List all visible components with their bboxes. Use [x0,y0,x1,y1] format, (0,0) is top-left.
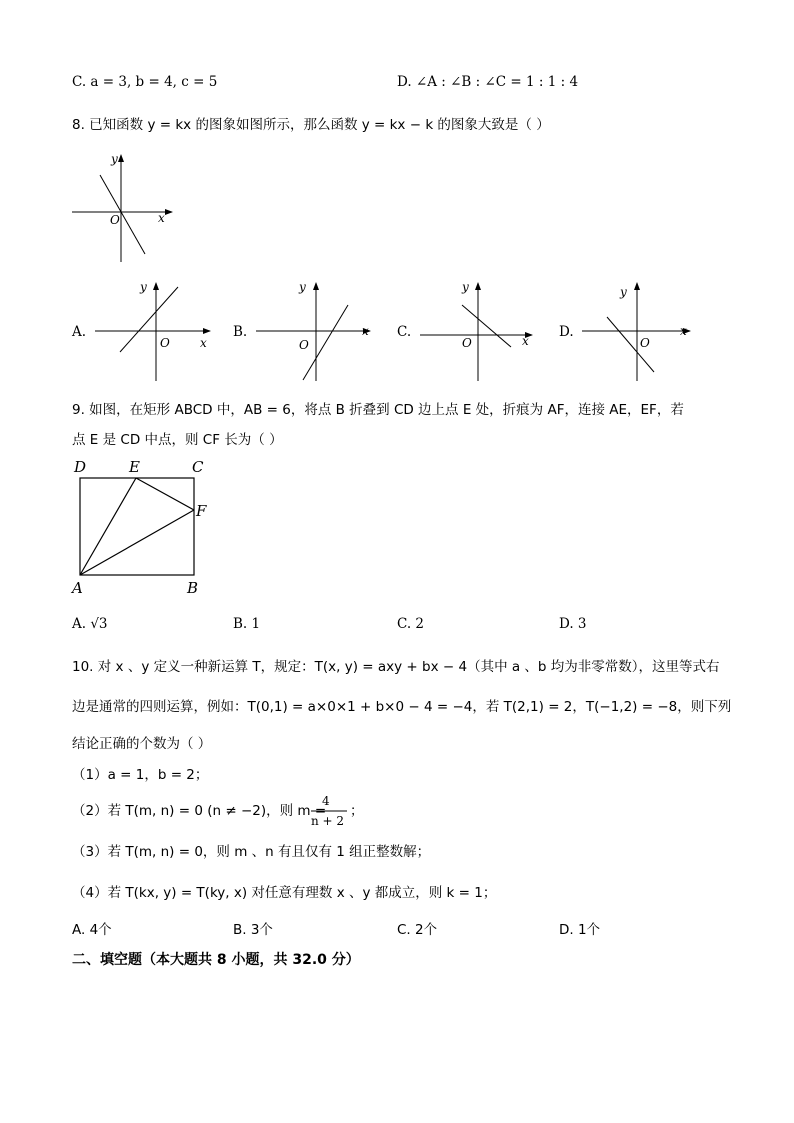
q10-option-b: B. 3个 [233,922,273,938]
svg-text:x: x [680,324,687,338]
q8-option-d-letter: D. [559,324,574,340]
q10-conclusion-2-prefix: （2）若 T(m, n) = 0 (n ≠ −2)，则 m = [72,803,327,819]
q9-option-a: A. √3 [72,616,108,632]
q10-stem-line2: 边是通常的四则运算，例如：T(0,1) = a×0×1 + b×0 − 4 = −4，若 T(2,1) = 2，T(−1,2) = −8，则下列 [72,699,732,715]
svg-text:x: x [200,336,207,350]
rectangle-abcd [80,478,194,575]
svg-text:x: x [522,334,529,348]
segment-ef [136,478,194,510]
q8-option-a-graph [95,280,210,381]
svg-text:O: O [462,336,472,350]
q8-option-c-letter: C. [397,324,412,340]
segment-ae [80,478,136,575]
q10-option-d: D. 1个 [559,922,601,938]
q9-option-c: C. 2 [397,616,425,632]
svg-text:y: y [140,280,147,294]
q10-conclusion-2-numerator: 4 [322,794,330,808]
y-label: y [111,152,118,166]
label-e: E [129,458,140,476]
q7-option-c: C. a = 3, b = 4, c = 5 [72,74,218,90]
q8-stem: 8. 已知函数 y = kx 的图象如图所示，那么函数 y = kx − k 的图象大致是（ ） [72,117,550,133]
label-f: F [196,502,207,520]
q8-option-b-graph [256,280,370,381]
q10-option-c: C. 2个 [397,922,438,938]
q9-option-b: B. 1 [233,616,261,632]
q10-conclusion-1: （1）a = 1，b = 2； [72,767,209,783]
label-d: D [74,458,87,476]
label-b: B [187,579,199,597]
q8-option-a-letter: A. [72,324,87,340]
q10-conclusion-2-denominator: n + 2 [311,814,345,828]
line-y-kx [100,175,145,254]
q10-conclusion-3: （3）若 T(m, n) = 0，则 m 、n 有且仅有 1 组正整数解； [72,844,431,860]
svg-text:y: y [462,280,469,294]
svg-text:x: x [362,324,369,338]
segment-af [80,510,194,575]
svg-text:O: O [640,336,650,350]
svg-text:O: O [160,336,170,350]
q10-stem-line3: 结论正确的个数为（ ） [72,736,212,752]
label-c: C [192,458,204,476]
q8-option-d-graph [582,283,690,381]
q7-option-d: D. ∠A : ∠B : ∠C = 1 : 1 : 4 [397,74,579,90]
label-a: A [72,579,83,597]
svg-text:y: y [299,280,306,294]
q8-option-b-letter: B. [233,324,248,340]
svg-text:O: O [299,338,309,352]
q10-option-a: A. 4个 [72,922,112,938]
section-2-heading: 二、填空题（本大题共 8 小题，共 32.0 分） [72,952,360,968]
svg-text:y: y [620,285,627,299]
q9-stem-line2: 点 E 是 CD 中点，则 CF 长为（ ） [72,432,283,448]
q10-conclusion-4: （4）若 T(kx, y) = T(ky, x) 对任意有理数 x 、y 都成立，则 k = 1； [72,885,497,901]
q9-option-d: D. 3 [559,616,587,632]
q8-option-c-graph [420,280,532,381]
origin-label: O [110,213,120,227]
q9-stem-line1: 9. 如图，在矩形 ABCD 中，AB = 6，将点 B 折叠到 CD 边上点 E 处，折痕为 AF，连接 AE，EF，若 [72,402,684,418]
q8-given-graph [72,152,172,262]
q10-conclusion-2-suffix: ； [350,803,364,819]
x-label: x [158,211,165,225]
q10-stem-line1: 10. 对 x 、y 定义一种新运算 T，规定：T(x, y) = axy + bx − 4（其中 a 、b 均为非零常数），这里等式右 [72,659,720,675]
q9-figure [70,458,207,597]
